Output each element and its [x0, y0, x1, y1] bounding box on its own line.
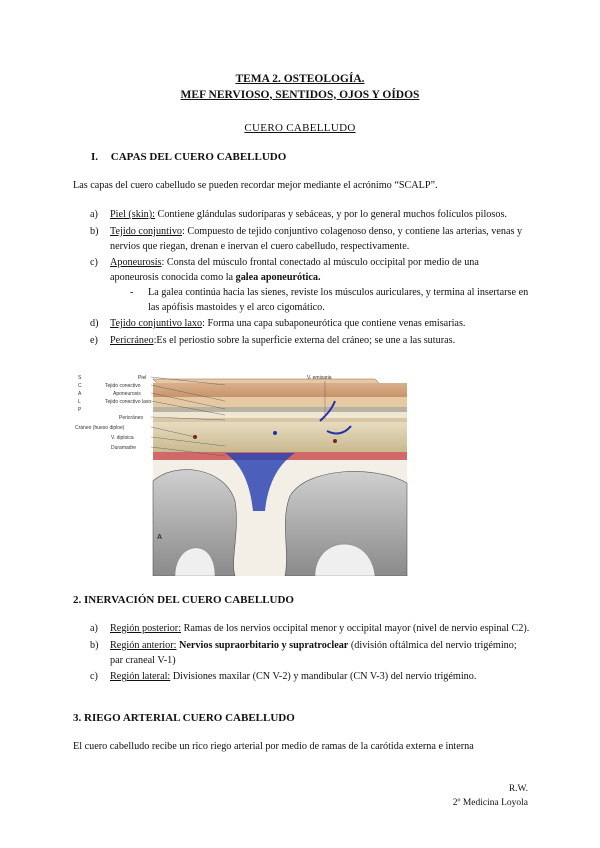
- list-item: [90, 670, 530, 685]
- list-marker: c): [90, 671, 98, 683]
- list-marker: e): [90, 335, 98, 347]
- list-item: [90, 622, 530, 637]
- bold-term: Nervios supraorbitario y supratroclear: [176, 639, 349, 651]
- bone-dot: [273, 431, 277, 435]
- sub-item: [130, 286, 530, 316]
- term: Piel (skin):: [110, 209, 155, 220]
- label-tejido-laxo: Tejido conectivo laxo: [105, 399, 152, 405]
- section-3-heading: 3. RIEGO ARTERIAL CUERO CABELLUDO: [73, 712, 295, 724]
- section-2-heading: 2. INERVACIÓN DEL CUERO CABELLUDO: [73, 594, 294, 606]
- description: :Es el periostio sobre la superficie externa del cráneo; se une a las suturas.: [153, 335, 456, 347]
- scalp-letter: A: [78, 391, 82, 397]
- scalp-letter: P: [78, 407, 82, 413]
- skin-layer: [153, 383, 407, 397]
- scalp-cross-section-svg: [75, 371, 415, 576]
- term: Tejido conjuntivo: [110, 225, 183, 237]
- scalp-layer-list: [90, 208, 530, 351]
- term: Aponeurosis: [110, 257, 162, 269]
- label-craneo: Cráneo (hueso diploe): [75, 425, 125, 431]
- list-item: [90, 225, 530, 255]
- section-3-text: El cuero cabelludo recibe un rico riego arterial por medio de ramas de la carótida externa e interna: [73, 741, 474, 752]
- list-marker: b): [90, 225, 99, 237]
- list-marker: c): [90, 257, 98, 269]
- title-line-1: TEMA 2. OSTEOLOGÍA.: [235, 73, 365, 85]
- scalp-letter: C: [78, 383, 82, 389]
- section-1-title: CAPAS DEL CUERO CABELLUDO: [110, 151, 287, 163]
- list-item: [90, 208, 530, 223]
- bone-dot: [333, 439, 337, 443]
- document-title: [0, 72, 600, 103]
- description: (división oftálmica del nervio trigémino; par craneal V-1): [110, 639, 517, 666]
- term: Región lateral:: [110, 671, 171, 683]
- list-marker: d): [90, 318, 99, 330]
- footer-course: 2º Medicina Loyola: [452, 798, 528, 809]
- list-item: [90, 317, 530, 332]
- innervation-list: [90, 622, 530, 687]
- label-v-diploica: V. diploica: [111, 435, 134, 441]
- label-tejido-conectivo: Tejido conectivo: [105, 383, 141, 389]
- list-marker: a): [90, 209, 98, 220]
- sub-text: La galea continúa hacia las sienes, reviste los músculos auriculares, y termina al insertarse en las apófisis mastoides y el arco cigomático.: [148, 286, 529, 313]
- description: : Consta del músculo frontal conectado al músculo occipital por medio de una aponeurosis conocida como la: [110, 257, 479, 284]
- bold-term: galea aponeurótica.: [235, 272, 321, 284]
- section-1-number: I.: [91, 151, 99, 163]
- aponeurosis-layer: [153, 407, 407, 412]
- description: : Forma una capa subaponeurótica que contiene venas emisarias.: [202, 318, 466, 330]
- loose-connective-layer: [153, 412, 407, 418]
- label-aponeurosis: Aponeurosis: [113, 391, 141, 397]
- document-subtitle: CUERO CABELLUDO: [244, 122, 356, 134]
- description: Contiene glándulas sudoríparas y sebáceas, y por lo general muchos folículos pilosos.: [155, 209, 507, 220]
- section-1-heading: [91, 150, 286, 166]
- term: Región posterior:: [110, 623, 182, 634]
- label-v-emisaria: V. emisaria: [307, 375, 332, 381]
- description: : Compuesto de tejido conjuntivo colagenoso denso, y contiene las arterias, venas y nervios que riegan, drenan e inervan el cuero cabelludo, respectivamente.: [110, 225, 523, 252]
- label-duramadre: Duramadre: [111, 445, 137, 451]
- term: Tejido conjuntivo laxo: [110, 318, 203, 330]
- label-piel: Piel: [138, 375, 147, 381]
- section-1-intro: Las capas del cuero cabelludo se pueden recordar mejor mediante el acrónimo “SCALP”.: [73, 180, 438, 191]
- list-item: [90, 256, 530, 315]
- panel-letter: A: [157, 534, 163, 541]
- cranium-bone: [153, 422, 407, 452]
- scalp-layers-illustration: [75, 371, 415, 576]
- connective-layer: [153, 397, 407, 407]
- sub-marker: -: [130, 286, 134, 298]
- scalp-letter: L: [78, 399, 81, 405]
- list-marker: a): [90, 623, 98, 634]
- footer-initials: R.W.: [508, 784, 528, 794]
- list-marker: b): [90, 639, 99, 651]
- term: Pericráneo: [110, 335, 154, 347]
- description: Divisiones maxilar (CN V-2) y mandibular (CN V-3) del nervio trigémino.: [170, 671, 477, 683]
- term: Región anterior:: [110, 639, 177, 651]
- scalp-letter: S: [78, 375, 82, 381]
- description: Ramas de los nervios occipital menor y occipital mayor (nivel de nervio espinal C2).: [181, 623, 530, 634]
- footer: [453, 782, 528, 811]
- label-pericraneo: Pericráneo: [119, 415, 144, 421]
- list-item: [90, 334, 530, 349]
- title-line-2: MEF NERVIOSO, SENTIDOS, OJOS Y OÍDOS: [180, 88, 420, 101]
- list-item: [90, 639, 530, 669]
